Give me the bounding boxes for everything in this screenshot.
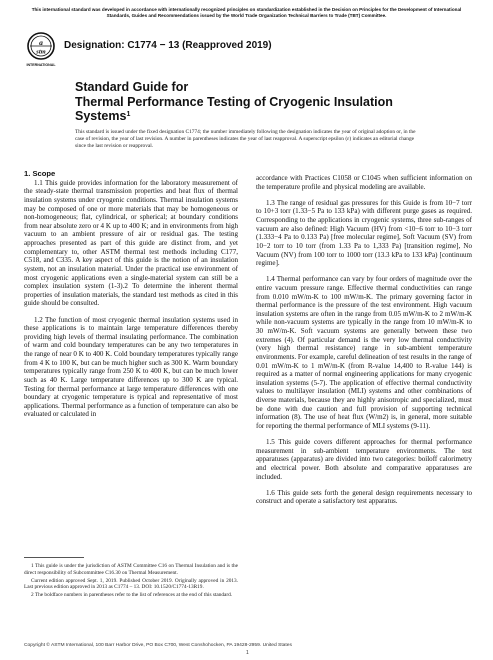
paragraph-1-2-continued: accordance with Practices C1058 or C1045 when sufficient information on the temperature profile and physical modeling are available. [256, 174, 472, 191]
paragraph-1-1: 1.1 This guide provides information for the laboratory measurement of the steady-state thermal transmission properties and heat flux of thermal insulation systems under cryogenic conditions. Thermal insulation systems may be composed of one or more materials that may be homogeneous or non-homogeneous; flat, cylindrical, or spherical; at boundary conditions from near absolute zero or 4 K up to 400 K; and in environments from high vacuum to an ambient pressure of air or residual gas. The testing approaches presented as part of this guide are distinct from, and yet complementary to, other ASTM thermal test methods including C177, C518, and C335. A key aspect of this guide is the notion of an insulation system, not an insulation material. Under the practical use environment of most cryogenic applications even a single-material system can still be a complex insulation system (1-3).2 To determine the inherent thermal properties of insulation materials, the standard test methods as cited in this guide should be consulted. [24, 178, 238, 308]
svg-text:INTERNATIONAL: INTERNATIONAL [26, 63, 56, 67]
paragraph-1-5: 1.5 This guide covers different approaches for thermal performance measurement in sub-ambient temperature environments. The test apparatuses (apparatus) are divided into two categories: boiloff calorimetry and electrical power. Both absolute and comparative apparatuses are included. [256, 438, 472, 481]
paragraph-1-2: 1.2 The function of most cryogenic thermal insulation systems used in these applications is to maintain large temperature differences thereby providing high levels of thermal insulating performance. The combination of warm and cold boundary temperatures can be any two temperatures in the range of near 0 K to 400 K. Cold boundary temperatures typically range from 4 K to 100 K, but can be much higher such as 300 K. Warm boundary temperatures typically range from 250 K to 400 K, but can be much lower such as 40 K. Large temperature differences up to 300 K are typical. Testing for thermal performance at large temperature differences with one boundary at cryogenic temperature is typical and representative of most applications. Thermal performance as a function of temperature can also be evaluated or calculated in [24, 315, 238, 419]
astm-logo-icon [26, 31, 56, 71]
footnote-1: 1 This guide is under the jurisdiction of ASTM Committee C16 on Thermal Insulation and is the direct responsibility of Subcommittee C16.30 on Thermal Measurement. [24, 563, 238, 576]
section-heading-scope: 1. Scope [24, 169, 56, 178]
document-title [75, 80, 455, 124]
paragraph-1-3: 1.3 The range of residual gas pressures for this Guide is from 10−7 torr to 10+3 torr (1.33−5 Pa to 133 kPa) with different purge gases as required. Corresponding to the applications in cryogenic systems, three sub-ranges of vacuum are also defined: High Vacuum (HV) from <10−6 torr to 10−3 torr (1.333−4 Pa to 0.133 Pa) [free molecular regime], Soft Vacuum (SV) from 10−2 torr to 10 torr (from 1.33 Pa to 1,333 Pa) [transition regime], No Vacuum (NV) from 100 torr to 1000 torr (13.3 kPa to 133 kPa) [continuum regime]. [256, 198, 472, 268]
issuance-note: This standard is issued under the fixed designation C1774; the number immediately following the designation indicates the year of original adoption or, in the case of revision, the year of last revision. A number in parentheses indicates the year of last reapproval. A superscript epsilon (ε) indicates an editorial change since the last revision or reapproval. [75, 129, 416, 149]
right-column [256, 174, 472, 513]
footnote-1-edition: Current edition approved Sept. 1, 2019. Published October 2019. Originally approved in 2013. Last previous edition approved in 2013 as C1774 – 13. DOI: 10.1520/C1774-13R19. [24, 577, 238, 591]
left-column [24, 170, 238, 427]
svg-text:stm: stm [36, 48, 46, 56]
footnotes [24, 563, 238, 600]
astm-logo [26, 31, 56, 71]
footnote-2: 2 The boldface numbers in parentheses refer to the list of references at the end of this standard. [31, 592, 233, 599]
wto-notice: This international standard was developed in accordance with internationally recognized principles on standardization established in the Decision on Principles for the Development of International Standards, Guides and Recommendations issued by the World Trade Organization Technical Barriers to Trade (TBT) Committee. [31, 7, 462, 18]
footnote-divider [24, 557, 84, 558]
title-line-2: Thermal Performance Testing of Cryogenic Insulation [75, 94, 393, 109]
paragraph-1-4: 1.4 Thermal performance can vary by four orders of magnitude over the entire vacuum pressure range. Effective thermal conductivities can range from 0.010 mW/m-K to 100 mW/m-K. The primary governing factor in thermal performance is the pressure of the test environment. High vacuum insulation systems are often in the range from 0.05 mW/m-K to 2 mW/m-K while non-vacuum systems are typically in the range from 10 mW/m-K to 30 mW/m-K. Soft vacuum systems are generally between these two extremes (4). Of particular demand is the very low thermal conductivity (very high thermal resistance) range in sub-ambient temperature environments. For example, careful delineation of test results in the range of 0.01 mW/m-K to 1 mW/m-K (from R-value 14,400 to R-value 144) is required as a matter of normal engineering applications for many cryogenic insulation systems (5-7). The application of effective thermal conductivity values to multilayer insulation (MLI) systems and other combinations of diverse materials, because they are highly anisotropic and specialized, must be done with due caution and full provision of supporting technical information (8). The use of heat flux (W/m2) is, in general, more suitable for reporting the thermal performance of MLI systems (9-11). [256, 275, 472, 430]
svg-text:a: a [39, 38, 43, 47]
title-line-3: Systems$^1$ [75, 109, 131, 123]
designation: Designation: C1774 − 13 (Reapproved 2019) [64, 40, 272, 51]
title-line-1: Standard Guide for [75, 80, 189, 94]
paragraph-1-6: 1.6 This guide sets forth the general design requirements necessary to construct and operate a satisfactory test apparatus. [256, 488, 472, 506]
page-number: 1 [246, 650, 249, 656]
copyright-line: Copyright © ASTM International, 100 Barr Harbor Drive, PO Box C700, West Conshohocken, PA 19428-2959. United States [24, 643, 292, 648]
